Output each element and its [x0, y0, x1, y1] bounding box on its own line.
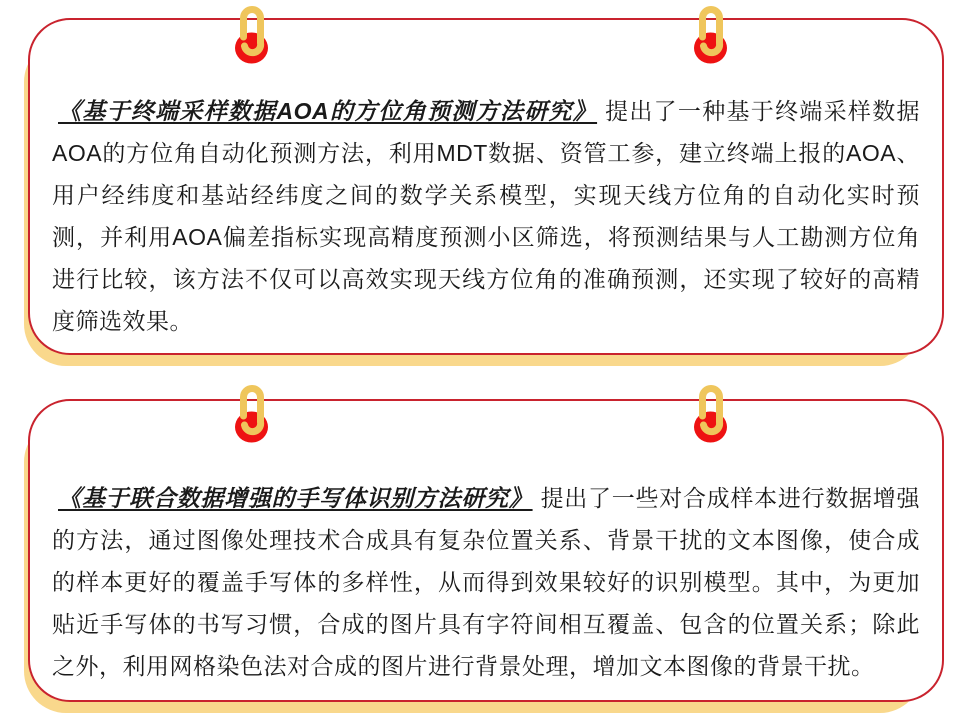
paper-summary: 提出了一种基于终端采样数据AOA的方位角自动化预测方法，利用MDT数据、资管工参，建立终端上报的AOA、用户经纬度和基站经纬度之间的数学关系模型，实现天线方位角的自动化实时预测，并利用AOA偏差指标实现高精度预测小区筛选，将预测结果与人工勘测方位角进行比较，该方法不仅可以高效实现天线方位角的准确预测，还实现了较好的高精度筛选效果。 — [52, 98, 920, 334]
card-paragraph — [30, 20, 942, 342]
paper-summary: 提出了一些对合成样本进行数据增强的方法，通过图像处理技术合成具有复杂位置关系、背景干扰的文本图像，使合成的样本更好的覆盖手写体的多样性，从而得到效果较好的识别模型。其中，为更加贴近手写体的书写习惯，合成的图片具有字符间相互覆盖、包含的位置关系；除此之外，利用网格染色法对合成的图片进行背景处理，增加文本图像的背景干扰。 — [52, 485, 921, 679]
paper-title: 《基于联合数据增强的手写体识别方法研究》 — [58, 485, 533, 511]
summary-card-aoa-paper — [28, 18, 944, 355]
paper-title: 《基于终端采样数据AOA的方位角预测方法研究》 — [58, 98, 598, 124]
card-paragraph — [30, 401, 942, 687]
summary-card-handwriting-paper — [28, 399, 944, 702]
